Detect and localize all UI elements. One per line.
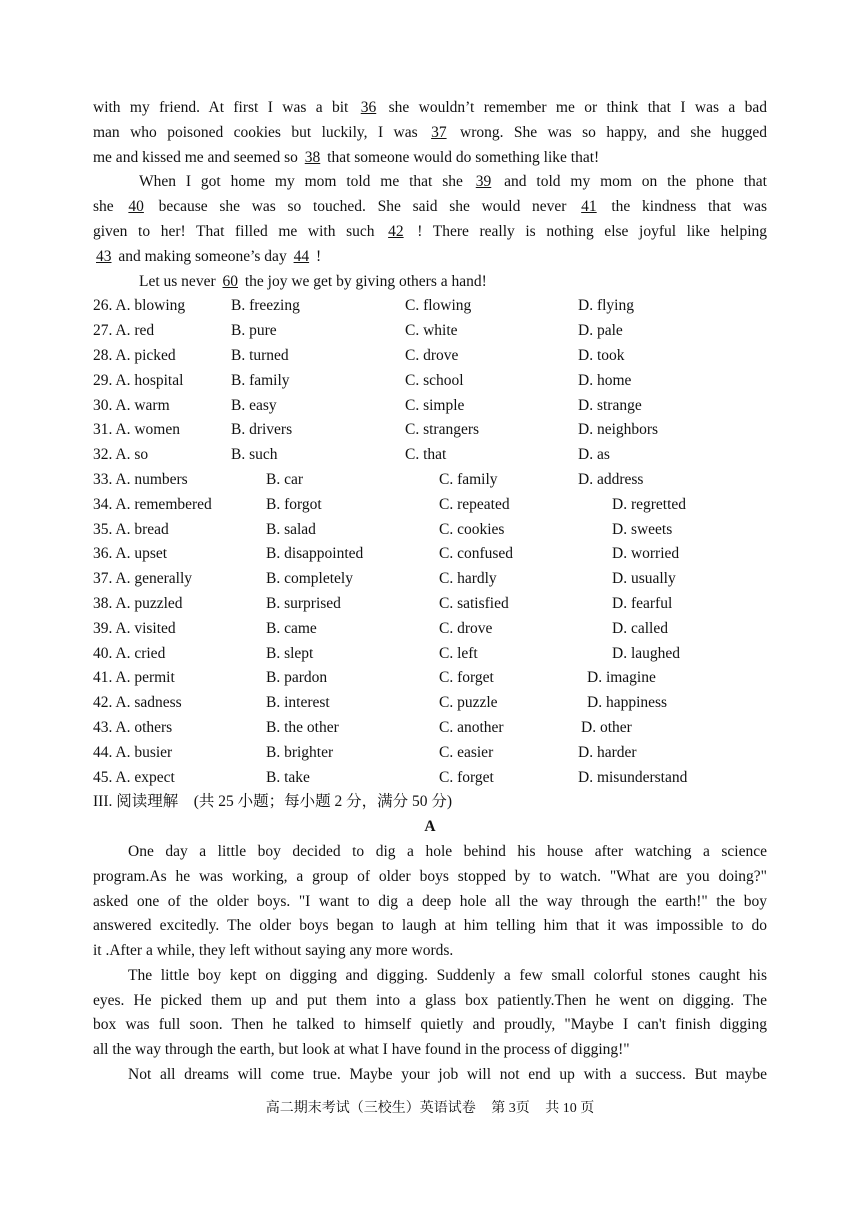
option-d: D. worried — [612, 545, 680, 563]
option-row — [93, 542, 767, 567]
option-b: B. drivers — [231, 421, 293, 439]
option-d: D. usually — [612, 570, 676, 588]
option-a: 34. A. remembered — [93, 495, 212, 513]
text: the kindness that was — [611, 198, 768, 216]
option-row — [93, 443, 767, 468]
blank-41: 41 — [581, 198, 597, 216]
reading-line: eyes. He picked them up and put them into a glass box patiently.Then he went on digging. The — [93, 991, 767, 1009]
text: man who poisoned cookies but luckily, I was — [93, 123, 418, 141]
reading-line: program.As he was working, a group of older boys stopped by to watch. "What are you doing?" — [93, 867, 767, 885]
option-d: D. called — [612, 619, 668, 637]
option-a: 41. A. permit — [93, 669, 175, 687]
option-d: D. regretted — [612, 495, 687, 513]
passage-line — [93, 195, 767, 220]
option-a: 32. A. so — [93, 446, 149, 464]
page-footer — [0, 1097, 860, 1117]
option-b: B. pardon — [266, 669, 328, 687]
option-c: C. forget — [439, 768, 494, 786]
option-row — [93, 468, 767, 493]
option-row — [93, 766, 767, 791]
option-row — [93, 642, 767, 667]
option-b: B. forgot — [266, 495, 322, 513]
option-a: 44. A. busier — [93, 743, 173, 761]
option-c: C. left — [439, 644, 478, 662]
text: ! — [315, 247, 322, 265]
page-number: 第 3页 — [491, 1101, 530, 1116]
option-b: B. turned — [231, 346, 289, 364]
option-d: D. home — [578, 371, 632, 389]
passage-line — [93, 220, 767, 245]
option-c: C. simple — [405, 396, 465, 414]
option-row — [93, 369, 767, 394]
reading-line: it .After a while, they left without saying any more words. — [93, 942, 454, 960]
exam-page — [93, 96, 767, 1088]
section-title: III. 阅读理解 (共 25 小题；每小题 2 分，满分 50 分) — [93, 793, 453, 811]
reading-line: asked one of the older boys. "I want to dig a deep hole all the way through the earth!" the boy — [93, 892, 767, 910]
option-c: C. satisfied — [439, 594, 509, 612]
option-d: D. flying — [578, 297, 634, 315]
option-d: D. other — [581, 718, 632, 736]
option-b: B. take — [266, 768, 310, 786]
option-a: 38. A. puzzled — [93, 594, 183, 612]
option-d: D. neighbors — [578, 421, 659, 439]
option-row — [93, 592, 767, 617]
option-b: B. came — [266, 619, 317, 637]
option-c: C. puzzle — [439, 694, 498, 712]
option-d: D. imagine — [587, 669, 656, 687]
option-row — [93, 344, 767, 369]
option-a: 39. A. visited — [93, 619, 176, 637]
option-c: C. forget — [439, 669, 494, 687]
text: Let us never — [139, 272, 216, 290]
option-c: C. cookies — [439, 520, 505, 538]
option-c: C. strangers — [405, 421, 480, 439]
option-c: C. family — [439, 470, 498, 488]
option-a: 42. A. sadness — [93, 694, 182, 712]
option-c: C. hardly — [439, 570, 497, 588]
blank-36: 36 — [360, 99, 377, 116]
reading-paragraph — [93, 840, 767, 964]
reading-line: One day a little boy decided to dig a hole behind his house after watching a science — [128, 842, 767, 860]
option-b: B. such — [231, 446, 278, 464]
option-b: B. salad — [266, 520, 316, 538]
reading-paragraph — [93, 1063, 767, 1088]
option-d: D. fearful — [612, 594, 673, 612]
option-d: D. address — [578, 470, 644, 488]
reading-line: all the way through the earth, but look at what I have found in the process of digging!" — [93, 1041, 630, 1059]
option-row — [93, 716, 767, 741]
blank-44: 44 — [293, 247, 310, 265]
reading-paragraph — [93, 964, 767, 1063]
text: given to her! That filled me with such — [93, 222, 375, 240]
option-c: C. that — [405, 446, 447, 464]
option-d: D. misunderstand — [578, 768, 688, 786]
reading-line: box was full soon. Then he talked to himself quietly and proudly, "Maybe I can't finish digging — [93, 1016, 767, 1034]
passage-line — [93, 146, 767, 171]
passage-line — [93, 245, 767, 270]
blank-40: 40 — [128, 198, 144, 216]
option-b: B. slept — [266, 644, 314, 662]
option-a: 43. A. others — [93, 718, 173, 736]
text: she wouldn’t remember me or think that I was a bad — [388, 99, 767, 116]
option-b: B. the other — [266, 718, 339, 736]
text: When I got home my mom told me that she — [139, 173, 463, 191]
option-row — [93, 394, 767, 419]
blank-43: 43 — [96, 247, 112, 265]
option-row — [93, 741, 767, 766]
option-c: C. flowing — [405, 297, 472, 315]
option-a: 37. A. generally — [93, 570, 193, 588]
option-a: 45. A. expect — [93, 768, 175, 786]
option-a: 40. A. cried — [93, 644, 166, 662]
option-d: D. pale — [578, 322, 623, 340]
option-row — [93, 418, 767, 443]
text: ! There really is nothing else joyful like helping — [417, 222, 768, 240]
page-total: 共 10 页 — [545, 1101, 595, 1116]
text: with my friend. At first I was a bit — [93, 99, 349, 116]
passage-line — [93, 96, 767, 121]
option-row — [93, 617, 767, 642]
option-b: B. easy — [231, 396, 277, 414]
exam-title: 高二期末考试（三校生）英语试卷 — [265, 1101, 476, 1116]
option-a: 31. A. women — [93, 421, 180, 439]
option-a: 36. A. upset — [93, 545, 168, 563]
reading-line: Not all dreams will come true. Maybe your job will not end up with a success. But maybe — [128, 1066, 767, 1084]
option-a: 30. A. warm — [93, 396, 170, 414]
option-row — [93, 567, 767, 592]
option-b: B. disappointed — [266, 545, 364, 563]
option-b: B. brighter — [266, 743, 334, 761]
option-c: C. confused — [439, 545, 514, 563]
option-a: 33. A. numbers — [93, 470, 188, 488]
option-d: D. took — [578, 346, 625, 364]
blank-38: 38 — [304, 148, 321, 166]
passage-line — [93, 121, 767, 146]
option-c: C. another — [439, 718, 504, 736]
passage-line — [93, 270, 767, 295]
text: she — [93, 198, 114, 216]
text: me and kissed me and seemed so — [93, 148, 298, 166]
option-b: B. completely — [266, 570, 353, 588]
option-row — [93, 319, 767, 344]
option-b: B. interest — [266, 694, 330, 712]
text: and making someone’s day — [118, 247, 287, 265]
blank-39: 39 — [475, 173, 492, 191]
option-c: C. drove — [439, 619, 493, 637]
option-a: 26. A. blowing — [93, 297, 186, 315]
option-d: D. sweets — [612, 520, 673, 538]
option-c: C. school — [405, 371, 464, 389]
option-d: D. strange — [578, 396, 642, 414]
text: and told my mom on the phone that — [504, 173, 767, 191]
text: wrong. She was so happy, and she hugged — [460, 123, 768, 141]
part-label: A — [424, 818, 436, 836]
option-a: 27. A. red — [93, 322, 155, 340]
options-list — [93, 294, 767, 790]
option-c: C. drove — [405, 346, 459, 364]
option-row — [93, 518, 767, 543]
option-c: C. white — [405, 322, 458, 340]
blank-60: 60 — [222, 272, 238, 290]
blank-42: 42 — [388, 222, 404, 240]
option-b: B. pure — [231, 322, 277, 340]
option-b: B. car — [266, 470, 304, 488]
option-a: 29. A. hospital — [93, 371, 184, 389]
option-d: D. laughed — [612, 644, 681, 662]
option-b: B. freezing — [231, 297, 300, 315]
blank-37: 37 — [431, 123, 447, 141]
option-a: 28. A. picked — [93, 346, 176, 364]
passage-line — [93, 170, 767, 195]
text: that someone would do something like that! — [327, 148, 600, 166]
option-c: C. easier — [439, 743, 494, 761]
option-d: D. happiness — [587, 694, 668, 712]
reading-line: The little boy kept on digging and digging. Suddenly a few small colorful stones caught his — [128, 966, 767, 984]
option-d: D. harder — [578, 743, 637, 761]
option-row — [93, 294, 767, 319]
reading-line: answered excitedly. The older boys began to laugh at him telling him that it was impossible to do — [93, 917, 767, 935]
option-a: 35. A. bread — [93, 520, 169, 538]
option-row — [93, 666, 767, 691]
text: the joy we get by giving others a hand! — [244, 272, 487, 290]
option-b: B. surprised — [266, 594, 341, 612]
option-row — [93, 493, 767, 518]
option-row — [93, 691, 767, 716]
option-b: B. family — [231, 371, 290, 389]
option-d: D. as — [578, 446, 610, 464]
text: because she was so touched. She said she would never — [158, 198, 567, 216]
option-c: C. repeated — [439, 495, 510, 513]
